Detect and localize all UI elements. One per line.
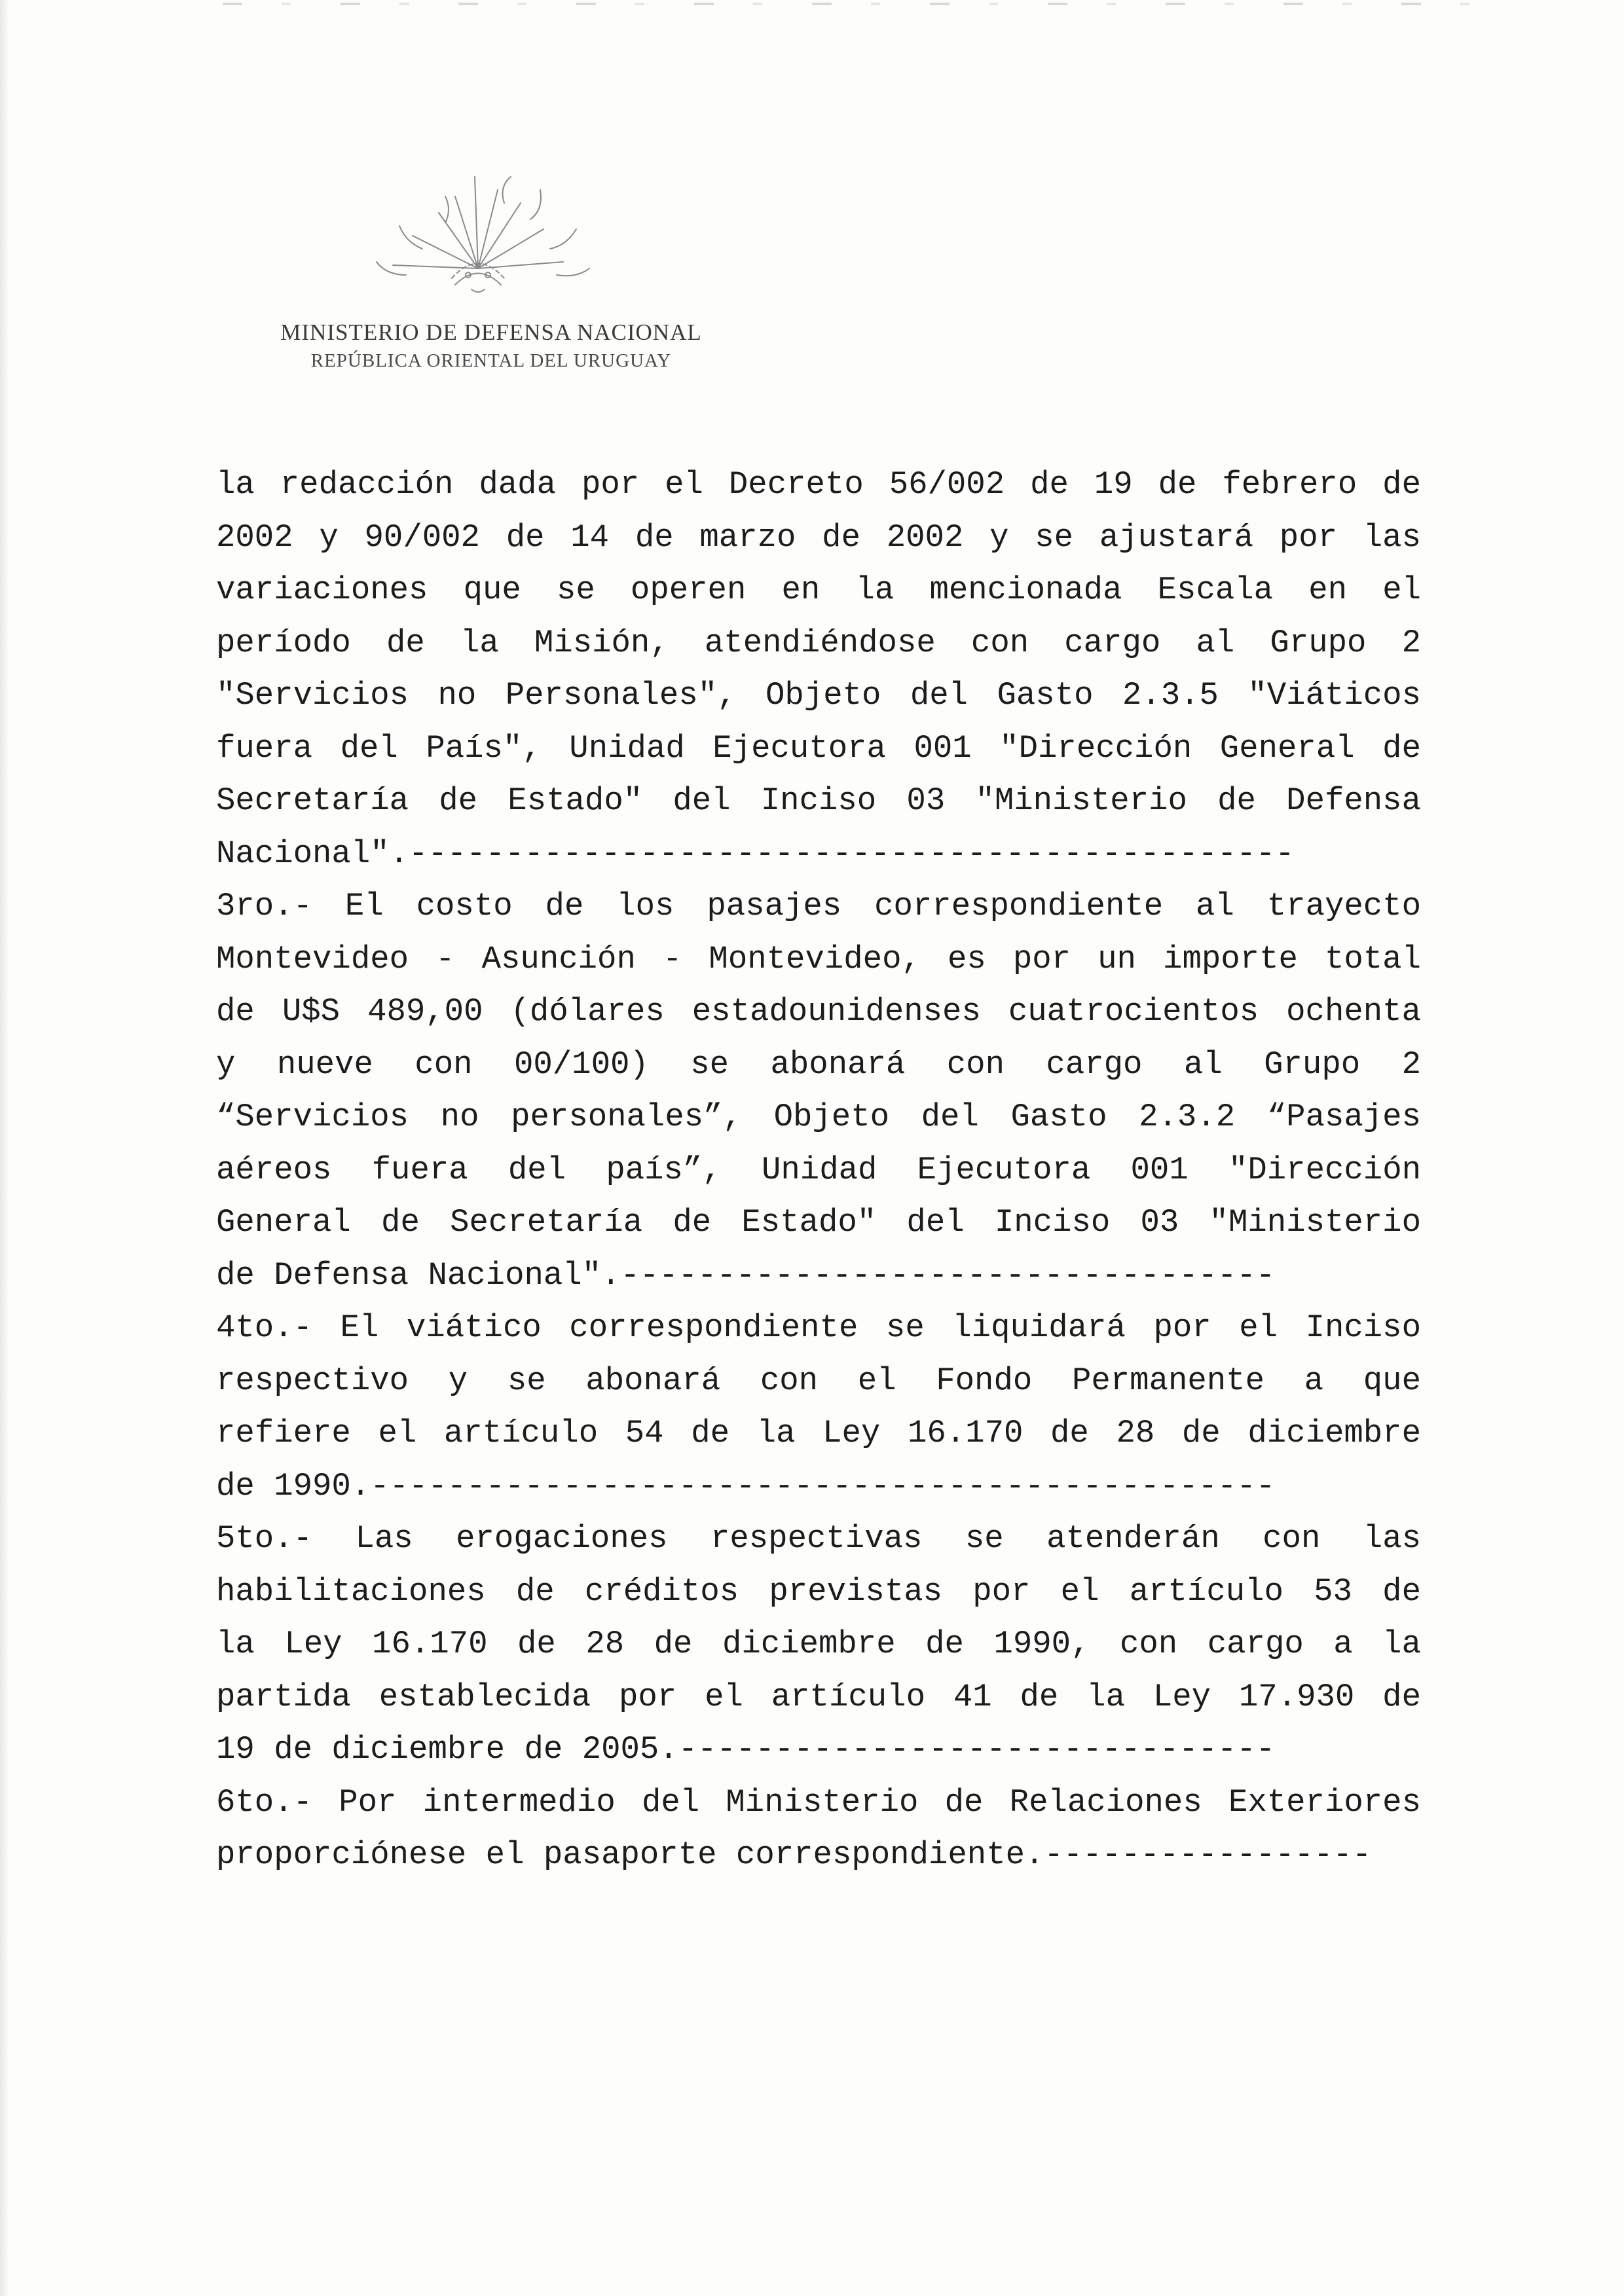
text-line: 3ro.- El costo de los pasajes correspondiente al trayecto [216,888,1421,924]
ministry-name: MINISTERIO DE DEFENSA NACIONAL [280,319,702,345]
scan-top-noise [223,3,1519,5]
text-line: la redacción dada por el Decreto 56/002 de 19 de febrero de [216,466,1421,503]
text-line: de Defensa Nacional".---------------------------------- [216,1256,1276,1294]
letterhead [196,318,786,374]
text-line: Montevideo - Asunción - Montevideo, es por un importe total [216,940,1421,977]
text-line: de 1990.----------------------------------------------- [216,1467,1276,1504]
text-line: aéreos fuera del país”, Unidad Ejecutora 001 "Dirección [216,1151,1421,1188]
text-line: 5to.- Las erogaciones respectivas se atenderán con las [216,1520,1421,1557]
text-line: 19 de diciembre de 2005.------------------------------- [216,1731,1276,1768]
text-line: respectivo y se abonará con el Fondo Permanente a que [216,1362,1421,1399]
text-line: la Ley 16.170 de 28 de diciembre de 1990, con cargo a la [216,1626,1421,1662]
text-line: "Servicios no Personales", Objeto del Gasto 2.3.5 "Viáticos [216,677,1421,714]
text-line: refiere el artículo 54 de la Ley 16.170 de 28 de diciembre [216,1415,1421,1451]
text-line: Nacional".---------------------------------------------- [216,835,1295,872]
text-line: 6to.- Por intermedio del Ministerio de Relaciones Exteriores [216,1783,1421,1821]
text-line: de U$S 489,00 (dólares estadounidenses cuatrocientos ochenta [216,993,1421,1030]
text-line: proporciónese el pasaporte correspondiente.----------------- [216,1836,1372,1873]
text-line: “Servicios no personales”, Objeto del Gasto 2.3.2 “Pasajes [216,1099,1421,1135]
scan-edge-shadow [0,0,9,2296]
text-line: variaciones que se operen en la mencionada Escala en el [216,572,1421,608]
sun-seal-icon [341,151,616,314]
text-line: fuera del País", Unidad Ejecutora 001 "Dirección General de [216,729,1421,767]
text-line: 4to.- El viático correspondiente se liquidará por el Inciso [216,1309,1421,1346]
republic-name: REPÚBLICA ORIENTAL DEL URUGUAY [310,350,672,371]
text-line: y nueve con 00/100) se abonará con cargo al Grupo 2 [216,1046,1421,1083]
resolution-body [216,458,1421,1882]
text-line: período de la Misión, atendiéndose con cargo al Grupo 2 [216,624,1421,661]
text-line: habilitaciones de créditos previstas por el artículo 53 de [216,1573,1421,1610]
text-line: 2002 y 90/002 de 14 de marzo de 2002 y se ajustará por las [216,519,1421,556]
text-line: partida establecida por el artículo 41 de la Ley 17.930 de [216,1678,1421,1715]
text-line: General de Secretaría de Estado" del Inciso 03 "Ministerio [216,1204,1421,1241]
text-line: Secretaría de Estado" del Inciso 03 "Ministerio de Defensa [216,782,1421,819]
